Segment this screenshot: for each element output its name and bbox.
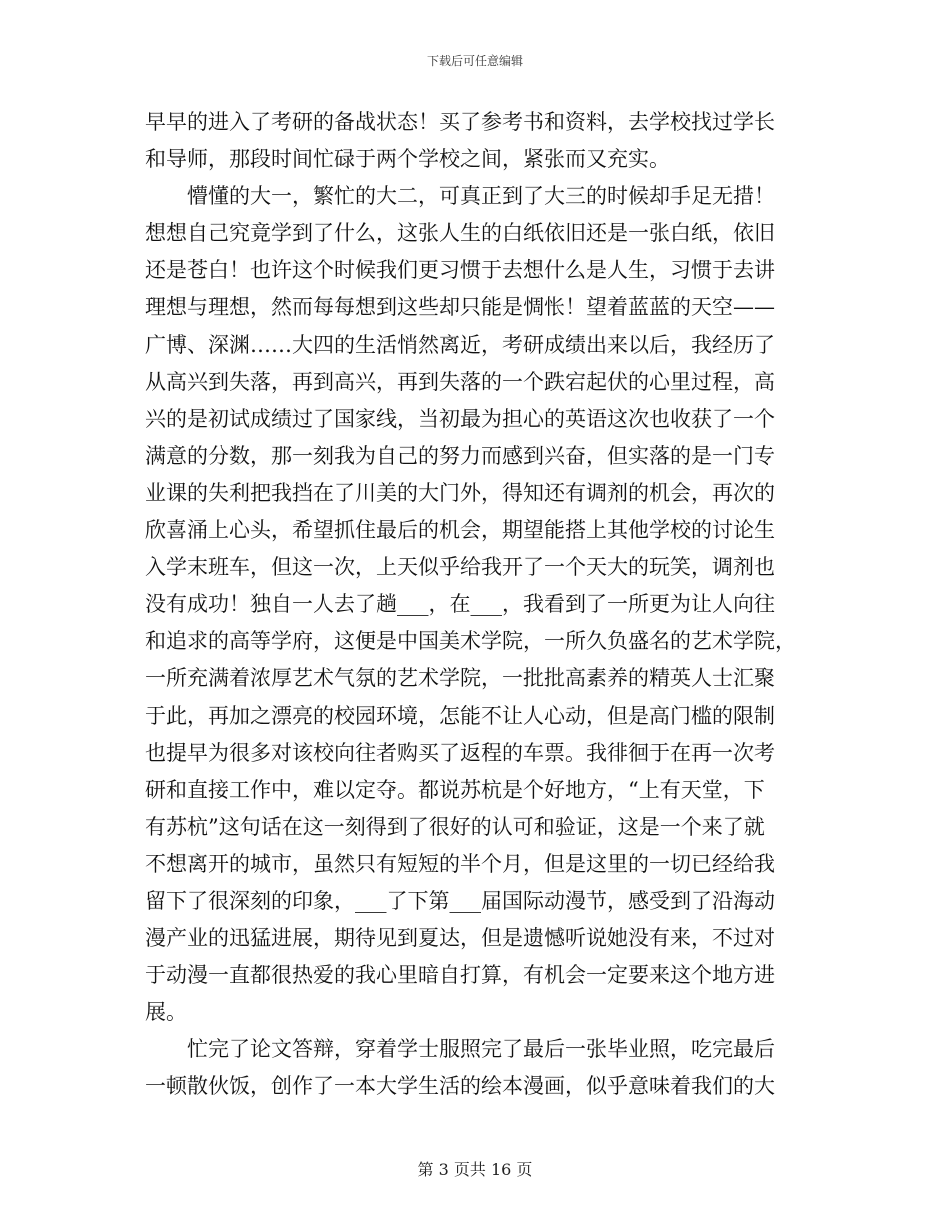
text-line: 没有成功！独自一人去了趟___，在___，我看到了一所更为让人向往 <box>145 592 775 617</box>
text-line: 也提早为很多对该校向往者购买了返程的车票。我徘徊于在再一次考 <box>145 740 775 765</box>
text-line: 理想与理想，然而每每想到这些却只能是惆怅！望着蓝蓝的天空—— <box>145 295 775 320</box>
page-header: 下载后可任意编辑 <box>426 54 523 68</box>
text-line: 研和直接工作中，难以定夺。都说苏杭是个好地方，“上有天堂，下 <box>145 777 765 802</box>
text-line: 广博、深渊……大四的生活悄然离近，考研成绩出来以后，我经历了 <box>145 332 775 357</box>
text-line: 和导师，那段时间忙碌于两个学校之间，紧张而又充实。 <box>145 147 670 172</box>
text-line: 展。 <box>145 1000 187 1025</box>
text-line: 满意的分数，那一刻我为自己的努力而感到兴奋，但实落的是一门专 <box>145 443 775 468</box>
text-line: 忙完了论文答辩，穿着学士服照完了最后一张毕业照，吃完最后 <box>145 1037 775 1062</box>
text-line: 于此，再加之漂亮的校园环境，怎能不让人心动，但是高门槛的限制 <box>145 703 775 728</box>
text-line: 留下了很深刻的印象，___了下第___届国际动漫节，感受到了沿海动 <box>145 888 775 913</box>
text-line: 有苏杭”这句话在这一刻得到了很好的认可和验证，这是一个来了就 <box>145 814 765 839</box>
text-line: 于动漫一直都很热爱的我心里暗自打算，有机会一定要来这个地方进 <box>145 963 775 988</box>
text-line: 一所充满着浓厚艺术气氛的艺术学院，一批批高素养的精英人士汇聚 <box>145 666 775 691</box>
text-line: 和追求的高等学府，这便是中国美术学院，一所久负盛名的艺术学院， <box>145 629 796 654</box>
text-line: 业课的失利把我挡在了川美的大门外，得知还有调剂的机会，再次的 <box>145 480 775 505</box>
text-line: 一顿散伙饭，创作了一本大学生活的绘本漫画，似乎意味着我们的大 <box>145 1074 775 1099</box>
text-line: 漫产业的迅猛进展，期待见到夏达，但是遗憾听说她没有来，不过对 <box>145 926 775 951</box>
body-text <box>145 104 805 1106</box>
text-line: 欣喜涌上心头，希望抓住最后的机会，期望能搭上其他学校的讨论生 <box>145 518 775 543</box>
page-footer: 第 3 页共 16 页 <box>417 1160 533 1179</box>
text-line: 还是苍白！也许这个时候我们更习惯于去想什么是人生，习惯于去讲 <box>145 258 775 283</box>
text-line: 不想离开的城市，虽然只有短短的半个月，但是这里的一切已经给我 <box>145 851 775 876</box>
text-line: 从高兴到失落，再到高兴，再到失落的一个跌宕起伏的心里过程，高 <box>145 369 775 394</box>
text-line: 懵懂的大一，繁忙的大二，可真正到了大三的时候却手足无措！ <box>145 184 775 209</box>
text-line: 早早的进入了考研的备战状态！买了参考书和资料，去学校找过学长 <box>145 110 775 134</box>
text-line: 想想自己究竟学到了什么，这张人生的白纸依旧还是一张白纸，依旧 <box>145 221 775 246</box>
text-line: 入学末班车，但这一次，上天似乎给我开了一个天大的玩笑，调剂也 <box>145 555 775 580</box>
text-line: 兴的是初试成绩过了国家线，当初最为担心的英语这次也收获了一个 <box>145 406 775 431</box>
